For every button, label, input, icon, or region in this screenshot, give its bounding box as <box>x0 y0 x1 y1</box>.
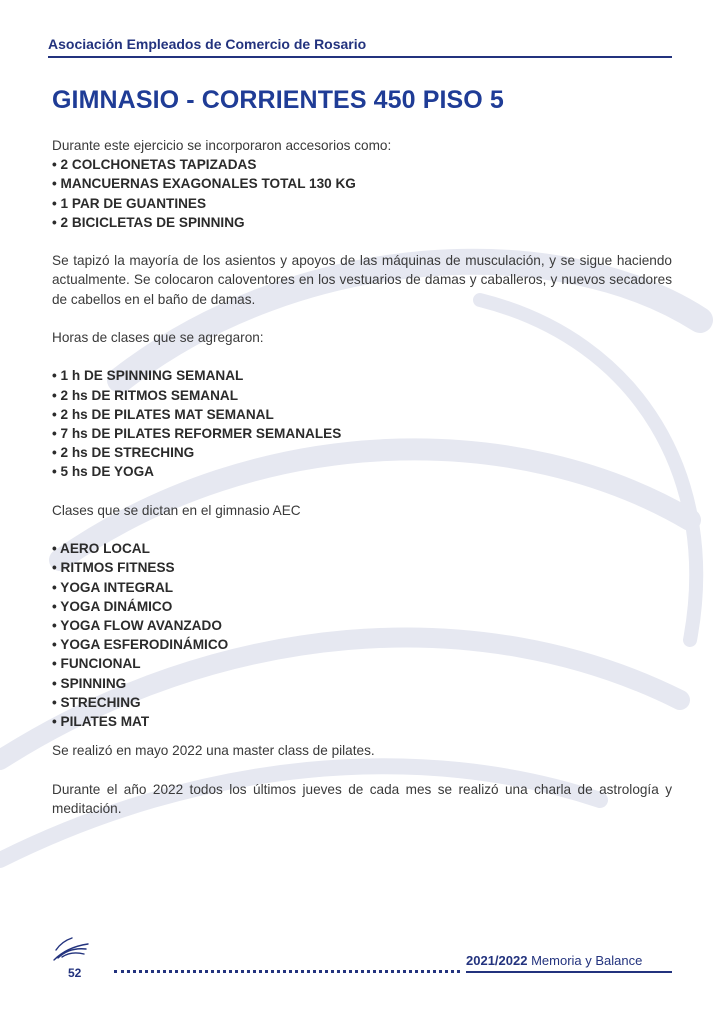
list-item: • 2 hs DE STRECHING <box>52 443 672 462</box>
footer-underline <box>466 971 672 973</box>
hours-heading: Horas de clases que se agregaron: <box>52 330 264 345</box>
list-item: • YOGA FLOW AVANZADO <box>52 616 672 635</box>
list-item: • 2 COLCHONETAS TAPIZADAS <box>52 155 672 174</box>
hours-added-list <box>52 366 672 481</box>
list-item: • YOGA ESFERODINÁMICO <box>52 635 672 654</box>
list-item: • 1 h DE SPINNING SEMANAL <box>52 366 672 385</box>
footer-label: Memoria y Balance <box>531 953 643 968</box>
classes-list <box>52 539 672 731</box>
page-number: 52 <box>68 966 82 980</box>
astrology-paragraph: Durante el año 2022 todos los últimos jueves de cada mes se realizó una charla de astrología y meditación. <box>52 781 672 816</box>
list-item: • FUNCIONAL <box>52 654 672 673</box>
upholstery-paragraph: Se tapizó la mayoría de los asientos y apoyos de las máquinas de musculación, y se sigue haciendo actualmente. Se colocaron caloventores en los vestuarios de damas y caballeros, y nuevos secadores de cabellos en el baño de damas. <box>52 253 672 307</box>
intro-text: Durante este ejercicio se incorporaron accesorios como: <box>52 138 392 153</box>
list-item: • RITMOS FITNESS <box>52 558 672 577</box>
classes-heading: Clases que se dictan en el gimnasio AEC <box>52 502 301 518</box>
list-item: • 1 PAR DE GUANTINES <box>52 194 672 213</box>
list-item: • AERO LOCAL <box>52 539 672 558</box>
footer-year: 2021/2022 <box>466 953 528 968</box>
footer-title <box>466 953 642 968</box>
accessories-list <box>52 155 672 232</box>
master-class-text: Se realizó en mayo 2022 una master class de pilates. <box>52 743 375 759</box>
list-item: • YOGA INTEGRAL <box>52 578 672 597</box>
page-title: GIMNASIO - CORRIENTES 450 PISO 5 <box>52 86 504 114</box>
wing-logo-icon <box>50 936 90 962</box>
list-item: • MANCUERNAS EXAGONALES TOTAL 130 KG <box>52 174 672 193</box>
list-item: • 2 hs DE PILATES MAT SEMANAL <box>52 405 672 424</box>
document-body <box>52 136 672 818</box>
list-item: • SPINNING <box>52 674 672 693</box>
footer-dotted-rule <box>114 970 460 973</box>
list-item: • STRECHING <box>52 693 672 712</box>
list-item: • 5 hs DE YOGA <box>52 462 672 481</box>
header-rule <box>48 56 672 58</box>
list-item: • YOGA DINÁMICO <box>52 597 672 616</box>
list-item: • 2 hs DE RITMOS SEMANAL <box>52 386 672 405</box>
list-item: • 7 hs DE PILATES REFORMER SEMANALES <box>52 424 672 443</box>
list-item: • 2 BICICLETAS DE SPINNING <box>52 213 672 232</box>
list-item: • PILATES MAT <box>52 712 672 731</box>
organization-header: Asociación Empleados de Comercio de Rosario <box>48 36 367 52</box>
